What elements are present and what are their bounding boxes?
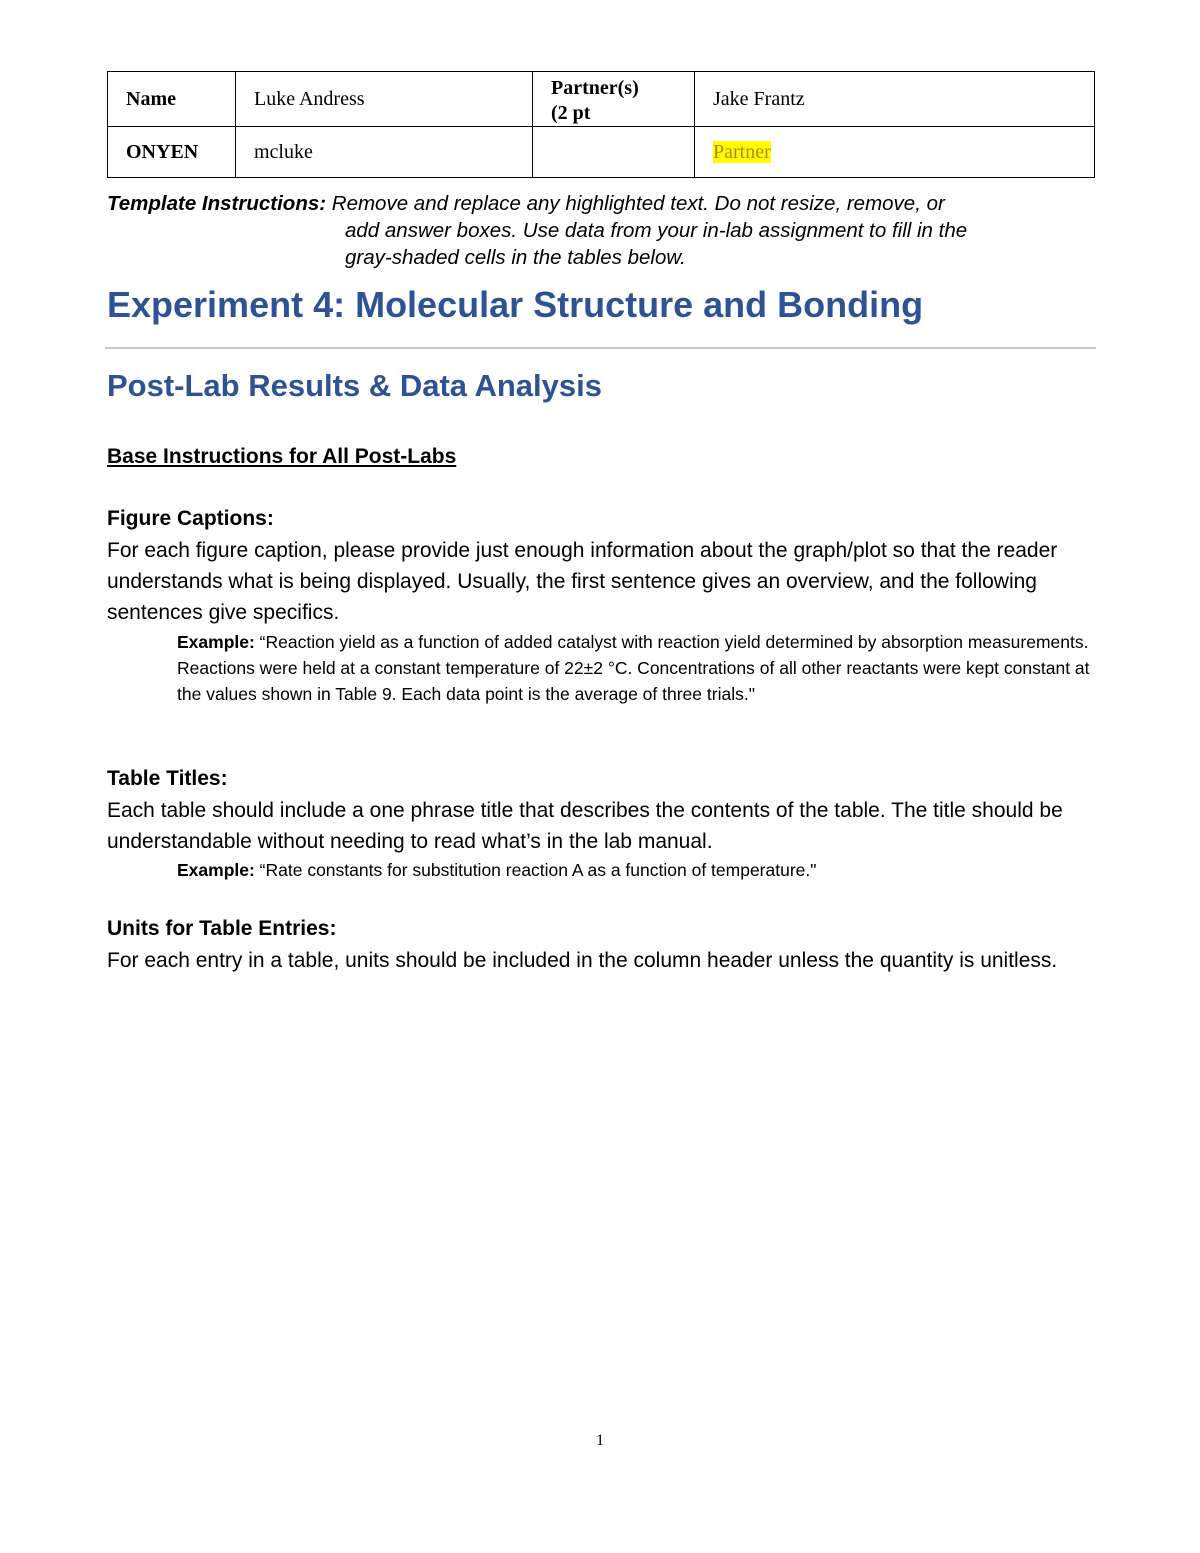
template-instructions-line1: Remove and replace any highlighted text. Do not resize, remove, or bbox=[326, 192, 945, 215]
onyen-row bbox=[108, 127, 1095, 178]
figure-example-label: Example: bbox=[177, 632, 255, 652]
figure-example-text: “Reaction yield as a function of added catalyst with reaction yield determined by absorption measurements. Reactions were held at a constant temperature of 22±2 °C. Concentrations of all other reactants were kept constant at the values shown in Table 9. Each data point is the average of three trials." bbox=[177, 632, 1090, 704]
title-divider bbox=[105, 347, 1096, 349]
table-titles-example bbox=[177, 857, 1092, 883]
units-heading: Units for Table Entries: bbox=[107, 917, 337, 940]
name-label: Name bbox=[108, 72, 236, 127]
table-titles-heading: Table Titles: bbox=[107, 767, 228, 790]
partner-label bbox=[533, 72, 695, 127]
template-instructions-line2: add answer boxes. Use data from your in-lab assignment to fill in the bbox=[345, 219, 968, 242]
table-example-label: Example: bbox=[177, 860, 255, 880]
template-instructions-label: Template Instructions: bbox=[107, 192, 327, 215]
name-value[interactable]: Luke Andress bbox=[236, 72, 533, 127]
name-row bbox=[108, 72, 1095, 127]
partner-onyen-value[interactable]: Partner bbox=[713, 141, 771, 163]
partner-onyen-cell[interactable] bbox=[695, 127, 1095, 178]
onyen-value[interactable]: mcluke bbox=[236, 127, 533, 178]
units-body: For each entry in a table, units should be included in the column header unless the quantity is unitless. bbox=[107, 949, 1058, 972]
page-title: Experiment 4: Molecular Structure and Bonding bbox=[107, 284, 924, 325]
figure-captions-body: For each figure caption, please provide just enough information about the graph/plot so that the reader understands what is being displayed. Usually, the first sentence gives an overview, and the following sentences give specifics. bbox=[107, 539, 1058, 624]
figure-captions-example bbox=[177, 629, 1092, 707]
partner-label-line2: (2 pt bbox=[551, 102, 591, 124]
empty-cell[interactable] bbox=[533, 127, 695, 178]
page-number: 1 bbox=[596, 1432, 604, 1449]
onyen-label: ONYEN bbox=[108, 127, 236, 178]
page-subtitle: Post-Lab Results & Data Analysis bbox=[107, 368, 602, 403]
template-instructions-line3: gray-shaded cells in the tables below. bbox=[345, 246, 686, 269]
base-instructions-heading: Base Instructions for All Post-Labs bbox=[107, 445, 457, 468]
figure-captions-heading: Figure Captions: bbox=[107, 507, 274, 530]
template-instructions bbox=[107, 190, 1097, 271]
partner-value[interactable]: Jake Frantz bbox=[695, 72, 1095, 127]
student-info-table bbox=[107, 71, 1095, 178]
partner-label-line1: Partner(s) bbox=[551, 77, 639, 99]
table-example-text: “Rate constants for substitution reaction A as a function of temperature." bbox=[254, 860, 817, 880]
table-titles-body: Each table should include a one phrase title that describes the contents of the table. The title should be understandable without needing to read what’s in the lab manual. bbox=[107, 799, 1063, 853]
